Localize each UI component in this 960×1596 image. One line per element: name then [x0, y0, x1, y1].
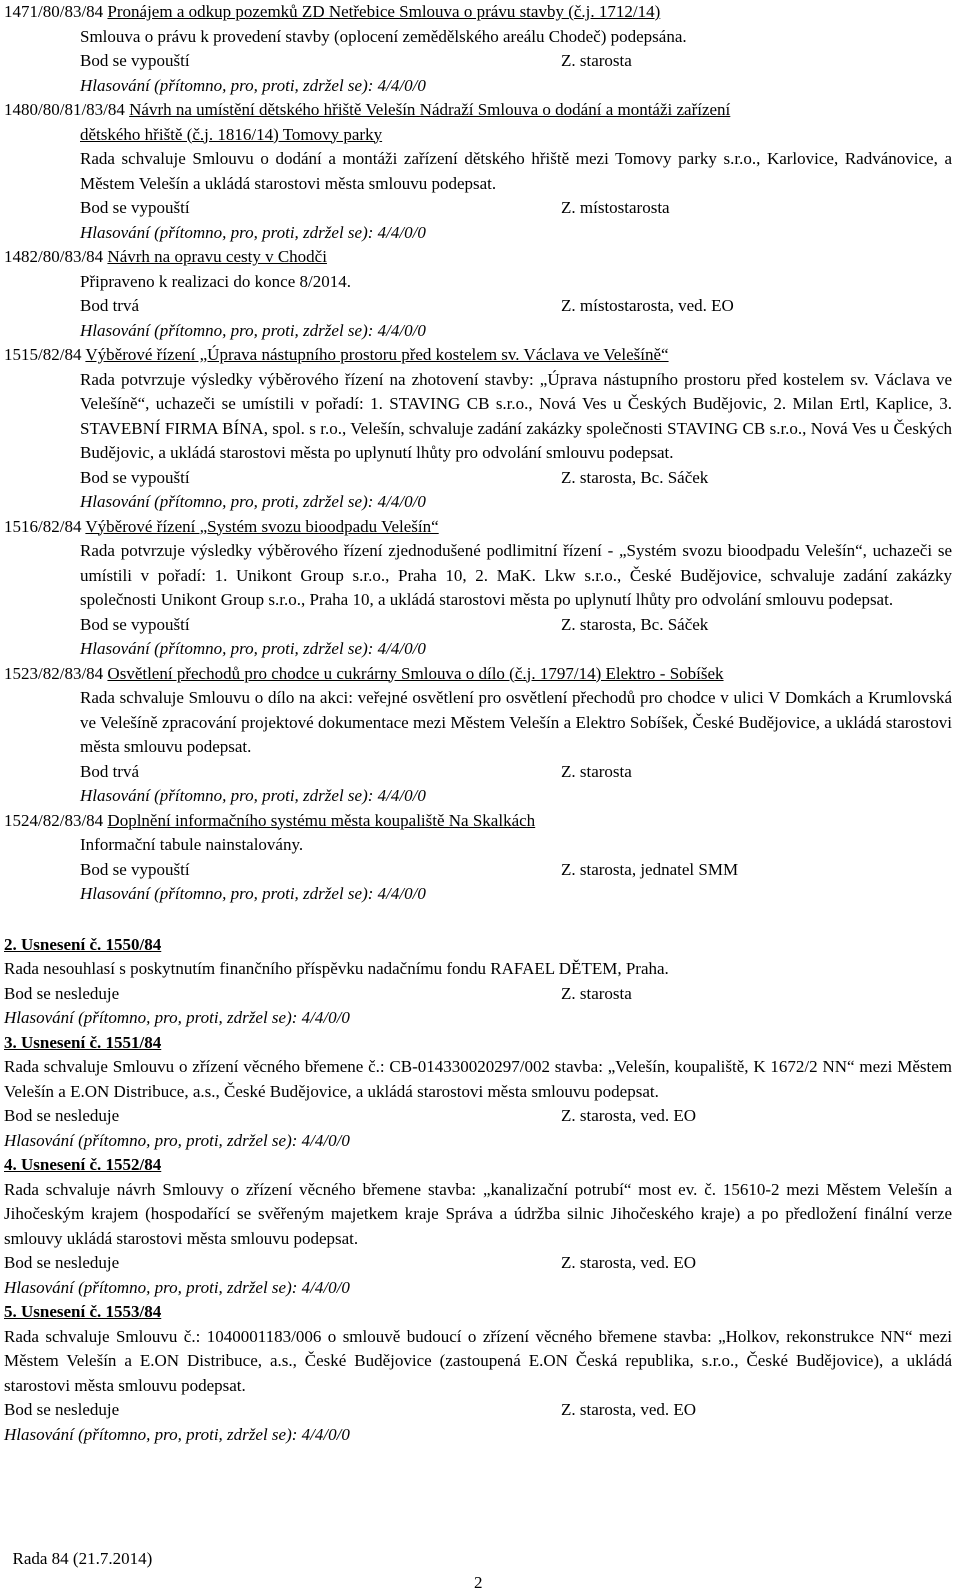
item-number: 1471/80/83/84 [4, 2, 108, 21]
item-status: Bod se vypouští [80, 51, 190, 70]
item-vote: Hlasování (přítomno, pro, proti, zdržel se): 4/4/0/0 [80, 786, 426, 805]
item-responsible: Z. starosta [561, 51, 632, 70]
item-responsible: Z. starosta, Bc. Sáček [561, 467, 709, 487]
item-status: Bod se vypouští [80, 859, 190, 879]
item-title: Osvětlení přechodů pro chodce u cukrárny Smlouva o dílo (č.j. 1797/14) Elektro - Sobíšek [107, 663, 724, 683]
document-page [4, 0, 956, 1447]
item-status-row [4, 294, 956, 319]
item-status-row [4, 613, 956, 638]
page-number: 2 [474, 1573, 483, 1592]
item-responsible: Z. starosta, jednatel SMM [561, 859, 739, 879]
item-title: Výběrové řízení „Úprava nástupního prostoru před kostelem sv. Václava ve Velešíně“ [85, 345, 669, 364]
item-heading [4, 809, 956, 834]
item-vote: Hlasování (přítomno, pro, proti, zdržel se): 4/4/0/0 [80, 222, 426, 242]
resolution-status-row [4, 982, 956, 1007]
item-number: 1516/82/84 [4, 516, 86, 536]
item-heading [4, 0, 956, 25]
page-footer [4, 1522, 483, 1596]
item-status: Bod se vypouští [80, 467, 190, 487]
resolution-title: 4. Usnesení č. 1552/84 [4, 1155, 162, 1174]
footer-meeting-label: Rada 84 (21.7.2014) [12, 1548, 153, 1568]
resolution-responsible: Z. starosta [561, 983, 632, 1003]
item-number: 1480/80/81/83/84 [4, 100, 130, 119]
item-responsible: Z. místostarosta [561, 198, 670, 217]
agenda-item [4, 0, 956, 98]
resolution-responsible: Z. starosta, ved. EO [561, 1253, 697, 1272]
agenda-item [4, 245, 956, 343]
item-heading [4, 245, 956, 270]
item-title: Pronájem a odkup pozemků ZD Netřebice Smlouva o právu stavby (č.j. 1712/14) [107, 2, 661, 21]
agenda-item [4, 662, 956, 809]
item-heading [4, 515, 956, 540]
resolution [4, 933, 956, 1031]
item-status: Bod se vypouští [80, 198, 190, 217]
item-body: Rada schvaluje Smlouvu o dílo na akci: veřejné osvětlení pro osvětlení přechodů pro chodce v ulici V Domkách a Krumlovská ve Velešíně zpracování projektové dokumentace mezi Městem Velešín a Elektro Sobíšek, České Budějovice, a ukládá starostovi města smlouvu podepsat. [80, 688, 952, 756]
resolution-status: Bod se nesleduje [4, 983, 120, 1003]
resolution-status: Bod se nesleduje [4, 1106, 120, 1125]
item-status-row [4, 196, 956, 221]
agenda-item [4, 809, 956, 907]
item-heading [4, 98, 956, 123]
item-vote: Hlasování (přítomno, pro, proti, zdržel se): 4/4/0/0 [80, 884, 426, 903]
resolution-vote: Hlasování (přítomno, pro, proti, zdržel se): 4/4/0/0 [4, 1008, 350, 1027]
agenda-item [4, 515, 956, 662]
item-status-row [4, 49, 956, 74]
resolution-status: Bod se nesleduje [4, 1400, 120, 1419]
item-number: 1482/80/83/84 [4, 247, 108, 266]
resolution-vote: Hlasování (přítomno, pro, proti, zdržel se): 4/4/0/0 [4, 1277, 350, 1297]
item-body: Rada potvrzuje výsledky výběrového řízení na zhotovení stavby: „Úprava nástupního prostoru před kostelem sv. Václava ve Velešíně“, uchazeči se umístili v pořadí: 1. STAVING CB s.r.o., Nová Ves u Českých Budějovic, 2. Milan Ertl, Kaplice, 3. STAVEBNÍ FIRMA BÍNA, spol. s r.o., Velešín, schvaluje zadání zakázky společnosti STAVING CB s.r.o., Nová Ves u Českých Budějovic, a ukládá starostovi města po uplynutí lhůty pro odvolání smlouvu podepsat. [80, 369, 952, 462]
item-status: Bod se vypouští [80, 614, 190, 634]
item-heading-cont [4, 123, 956, 148]
item-status-row [4, 760, 956, 785]
item-responsible: Z. starosta [561, 761, 632, 781]
resolution-body: Rada schvaluje Smlouvu o zřízení věcného břemene č.: CB-014330020297/002 stavba: „Velešín, koupaliště, K 1672/2 NN“ mezi Městem Velešín a E.ON Distribuce, a.s., České Budějovice, a ukládá starostovi města smlouvu podepsat. [4, 1057, 952, 1101]
resolution-body: Rada schvaluje návrh Smlouvy o zřízení věcného břemene stavba: „kanalizační potrubí“ most ev. č. 15610-2 mezi Městem Velešín a Jihočeským krajem (hospodařící se svěřeným majetkem kraje Správa a údržba silnic Jihočeského kraje) a po předložení finální verze smlouvy ukládá starostovi města smlouvu podepsat. [4, 1179, 952, 1248]
item-status: Bod trvá [80, 761, 140, 781]
resolution-status-row [4, 1104, 956, 1129]
item-body: Smlouva o právu k provedení stavby (oplocení zemědělského areálu Chodeč) podepsána. [80, 26, 687, 46]
item-body: Rada schvaluje Smlouvu o dodání a montáži zařízení dětského hřiště mezi Tomovy parky s.r.o., Karlovice, Radvánovice, a Městem Velešín a ukládá starostovi města smlouvu podepsat. [80, 149, 952, 193]
resolution [4, 1031, 956, 1154]
item-heading [4, 662, 956, 687]
item-vote: Hlasování (přítomno, pro, proti, zdržel se): 4/4/0/0 [80, 75, 426, 95]
agenda-item [4, 343, 956, 515]
resolution-title: 5. Usnesení č. 1553/84 [4, 1302, 162, 1321]
item-title: Výběrové řízení „Systém svozu bioodpadu Velešín“ [85, 516, 439, 536]
resolution-responsible: Z. starosta, ved. EO [561, 1106, 697, 1125]
item-status-row [4, 466, 956, 491]
item-body: Připraveno k realizaci do konce 8/2014. [80, 271, 351, 291]
item-title: Návrh na umístění dětského hřiště Velešín Nádraží Smlouva o dodání a montáži zařízení [129, 100, 731, 119]
item-number: 1523/82/83/84 [4, 663, 108, 683]
item-title-cont: dětského hřiště (č.j. 1816/14) Tomovy parky [80, 124, 383, 144]
resolution-status-row [4, 1398, 956, 1423]
resolution-title: 2. Usnesení č. 1550/84 [4, 934, 162, 954]
item-status-row [4, 858, 956, 883]
item-responsible: Z. starosta, Bc. Sáček [561, 614, 709, 634]
resolution-responsible: Z. starosta, ved. EO [561, 1400, 697, 1419]
item-number: 1524/82/83/84 [4, 810, 108, 830]
item-number: 1515/82/84 [4, 345, 86, 364]
item-vote: Hlasování (přítomno, pro, proti, zdržel se): 4/4/0/0 [80, 639, 426, 658]
resolution-status-row [4, 1251, 956, 1276]
resolution [4, 1300, 956, 1447]
resolution-vote: Hlasování (přítomno, pro, proti, zdržel se): 4/4/0/0 [4, 1424, 350, 1444]
item-title: Doplnění informačního systému města koupaliště Na Skalkách [107, 810, 536, 830]
item-vote: Hlasování (přítomno, pro, proti, zdržel se): 4/4/0/0 [80, 492, 426, 511]
resolution-vote: Hlasování (přítomno, pro, proti, zdržel se): 4/4/0/0 [4, 1130, 350, 1150]
item-vote: Hlasování (přítomno, pro, proti, zdržel se): 4/4/0/0 [80, 320, 426, 340]
resolution-body: Rada nesouhlasí s poskytnutím finančního příspěvku nadačnímu fondu RAFAEL DĚTEM, Praha. [4, 959, 669, 978]
resolution [4, 1153, 956, 1300]
agenda-item [4, 98, 956, 245]
item-responsible: Z. místostarosta, ved. EO [561, 296, 734, 315]
item-title: Návrh na opravu cesty v Chodči [107, 247, 327, 266]
resolution-body: Rada schvaluje Smlouvu č.: 1040001183/006 o smlouvě budoucí o zřízení věcného břemene stavba: „Holkov, rekonstrukce NN“ mezi Městem Velešín a E.ON Distribuce, a.s., České Budějovice (zastoupená E.ON Česká republika, s.r.o., České Budějovice), a ukládá starostovi města smlouvu podepsat. [4, 1326, 952, 1395]
item-body: Informační tabule nainstalovány. [80, 835, 304, 854]
resolution-title: 3. Usnesení č. 1551/84 [4, 1032, 162, 1052]
item-heading [4, 343, 956, 368]
resolution-status: Bod se nesleduje [4, 1253, 120, 1272]
item-body: Rada potvrzuje výsledky výběrového řízení zjednodušené podlimitní řízení - „Systém svozu bioodpadu Velešín“, uchazeči se umístili v pořadí: 1. Unikont Group s.r.o., Praha 10, 2. MaK. Lkw s.r.o., České Budějovice, schvaluje zadání zakázky společnosti Unikont Group s.r.o., Praha 10, a ukládá starostovi města po uplynutí lhůty pro odvolání smlouvu podepsat. [80, 541, 952, 609]
item-status: Bod trvá [80, 296, 140, 315]
